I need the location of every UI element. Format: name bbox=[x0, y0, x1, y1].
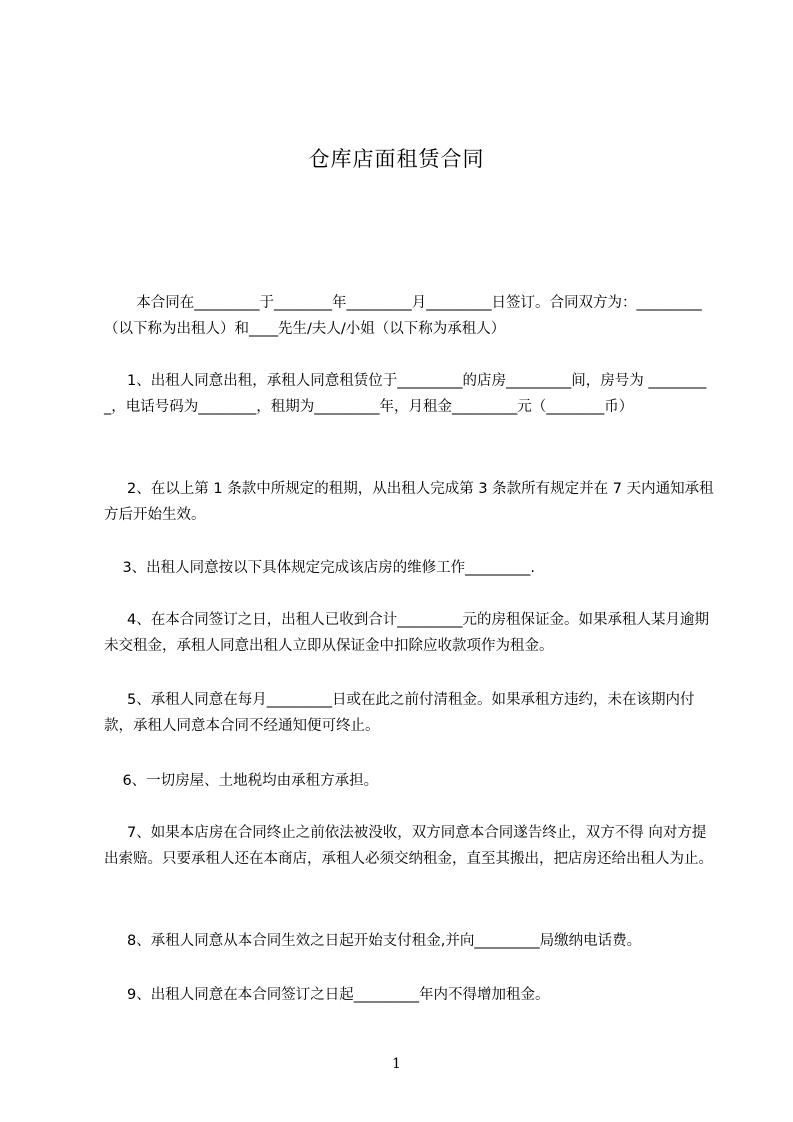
paragraph-clause-9: 9、出租人同意在本合同签订之日起_________年内不得增加租金。 bbox=[104, 987, 550, 1003]
paragraph-clause-7: 7、如果本店房在合同终止之前依法被没收，双方同意本合同遂告终止，双方不得 向对方提出索赔。只要承租人还在本商店，承租人必须交纳租金，直至其搬出，把店房还给出租人为止。 bbox=[104, 825, 713, 867]
paragraph-clause-3: 3、出租人同意按以下具体规定完成该店房的维修工作_________. bbox=[104, 560, 536, 576]
paragraph-clause-8: 8、承租人同意从本合同生效之日起开始支付租金,并向_________局缴纳电话费。 bbox=[104, 933, 642, 949]
page-number: 1 bbox=[392, 1056, 401, 1072]
paragraph-clause-2: 2、在以上第 1 条款中所规定的租期，从出租人完成第 3 条款所有规定并在 7 天内通知承租方后开始生效。 bbox=[104, 481, 714, 523]
paragraph-clause-6: 6、一切房屋、土地税均由承租方承担。 bbox=[104, 773, 379, 789]
paragraph-clause-1: 1、出租人同意出租，承租人同意租赁位于_________的店房_________间，房号为 _________，电话号码为________，租期为_________年，月租金_________元（________币） bbox=[104, 373, 707, 415]
paragraph-clause-5: 5、承租人同意在每月_________日或在此之前付清租金。如果承租方违约，未在该期内付款，承租人同意本合同不经通知便可终止。 bbox=[104, 692, 695, 734]
document-title: 仓库店面租赁合同 bbox=[308, 147, 485, 171]
paragraph-clause-4: 4、在本合同签订之日，出租人已收到合计_________元的房租保证金。如果承租人某月逾期未交租金，承租人同意出租人立即从保证金中扣除应收款项作为租金。 bbox=[104, 612, 710, 654]
paragraph-intro: 本合同在_________于________年_________月_________日签订。合同双方为：_________（以下称为出租人）和____先生/夫人/小姐（以下称为承租人） bbox=[104, 295, 702, 337]
